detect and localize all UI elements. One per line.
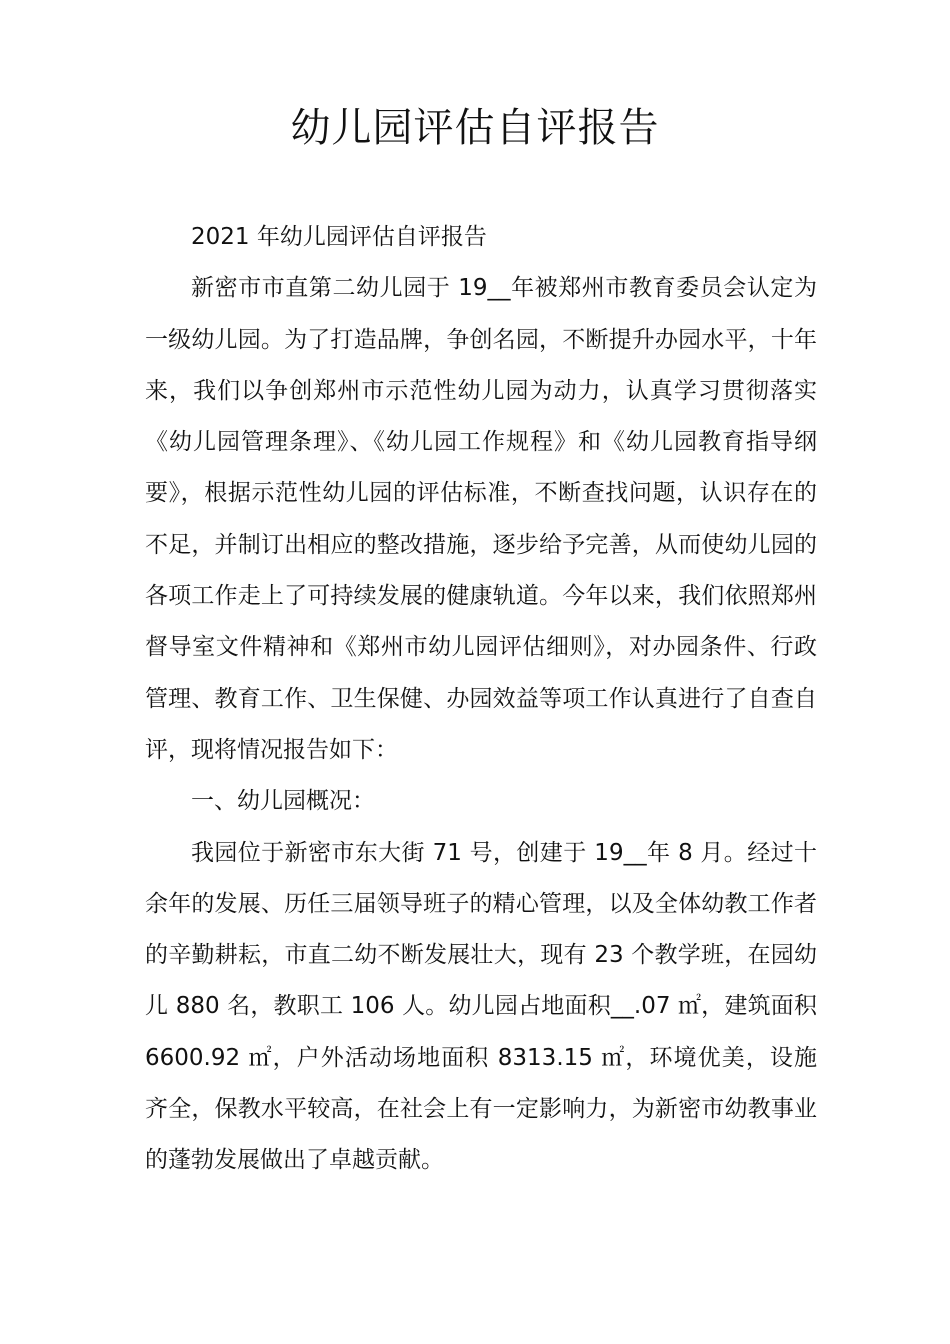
section-heading-overview: 一、幼儿园概况： bbox=[191, 788, 375, 815]
document-body bbox=[145, 212, 817, 1187]
document-title: 幼儿园评估自评报告 bbox=[290, 105, 660, 151]
paragraph-subtitle: 2021 年幼儿园评估自评报告 bbox=[191, 224, 487, 250]
paragraph-intro: 新密市市直第二幼儿园于 19__年被郑州市教育委员会认定为一级幼儿园。为了打造品牌，争创名园，不断提升办园水平，十年来，我们以争创郑州市示范性幼儿园为动力，认真学习贯彻落实《幼儿园管理条理》、《幼儿园工作规程》和《幼儿园教育指导纲要》，根据示范性幼儿园的评估标准，不断查找问题，认识存在的不足，并制订出相应的整改措施，逐步给予完善，从而使幼儿园的各项工作走上了可持续发展的健康轨道。今年以来，我们依照郑州督导室文件精神和《郑州市幼儿园评估细则》，对办园条件、行政管理、教育工作、卫生保健、办园效益等项工作认真进行了自查自评，现将情况报告如下： bbox=[145, 275, 817, 763]
paragraph-overview: 我园位于新密市东大街 71 号，创建于 19__年 8 月。经过十余年的发展、历任三届领导班子的精心管理，以及全体幼教工作者的辛勤耕耘，市直二幼不断发展壮大，现有 23 个教学班，在园幼儿 880 名，教职工 106 人。幼儿园占地面积__.07 ㎡，建筑面积 6600.92 ㎡，户外活动场地面积 8313.15 ㎡，环境优美，设施齐全，保教水平较高，在社会上有一定影响力，为新密市幼教事业的蓬勃发展做出了卓越贡献。 bbox=[145, 839, 817, 1174]
